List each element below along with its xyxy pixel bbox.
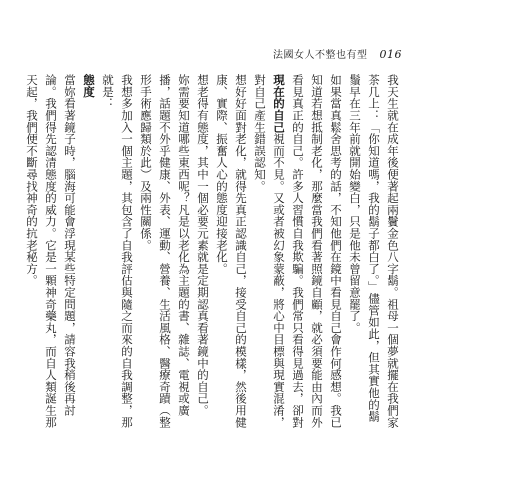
body-text (25, 74, 402, 429)
paragraph-3 (212, 74, 250, 429)
paragraph-text: 我想多加入一個主題，其包含了自我評估與隨之而來的自我調整，那就是： (101, 74, 134, 428)
paragraph-text: 視而不見。又或者被幻象蒙蔽，將心中目標與現實混淆，對自己產生錯誤認知。 (253, 74, 286, 428)
page-number: 016 (379, 48, 402, 61)
paragraph-7 (22, 74, 79, 429)
paragraph-4 (193, 74, 212, 429)
paragraph-text: 妳需要知道哪些東西呢？凡是以老化為主題的書、雜誌、電視或廣播，話題不外乎健康、外表、運動、營養、生活風格、醫療奇蹟（整形手術應歸類於此）及兩性關係。 (139, 74, 191, 428)
paragraph-2 (250, 74, 345, 429)
emphasis-text: 現在的自己 (272, 74, 286, 133)
heading-text: 態度 (82, 74, 96, 98)
section-heading (79, 74, 98, 429)
running-header (273, 46, 402, 61)
paragraph-text: 想好好面對老化，就得先真正認識自己，接受自己的模樣，然後用健康、實際、振奮人心的態度迎接老化。 (215, 74, 248, 428)
paragraph-text: 想老得有態度，其中一個必要元素就是定期認真看著鏡中的自己。 (196, 74, 210, 417)
paragraph-text: 我天生就在成年後便著起兩鬢金色八字鬍。祖母一個夢就擺在我們家茶几上：「你知道嗎，我的鬍子都白了。」儘管如此，但其實他的鬍鬚早在三年前就開始變白，只是他未曾留意罷了。 (348, 74, 400, 428)
paragraph-6 (98, 74, 136, 429)
paragraph-text: 如果當真鬆舍思考的話，不知他們在鏡中看見自己會作何感想。我已知道若想抵制老化，那麼當我們看著照鏡自顧，就必須要能由內而外看見真正的自己。許多人習慣自我欺騙。我們常只看得見過去，卻對 (291, 74, 343, 428)
book-title: 法國女人不整也有型 (273, 50, 368, 61)
paragraph-1 (345, 74, 402, 429)
paragraph-text: 當妳看著鏡子時，腦海可能會浮現某些特定問題，請容我稍後再討論。我們得先認清態度的威力。它是一顆神奇藥丸，而自人類誕生那天起，我們便不斷尋找神奇的抗老秘方。 (25, 74, 77, 428)
paragraph-5 (136, 74, 193, 429)
